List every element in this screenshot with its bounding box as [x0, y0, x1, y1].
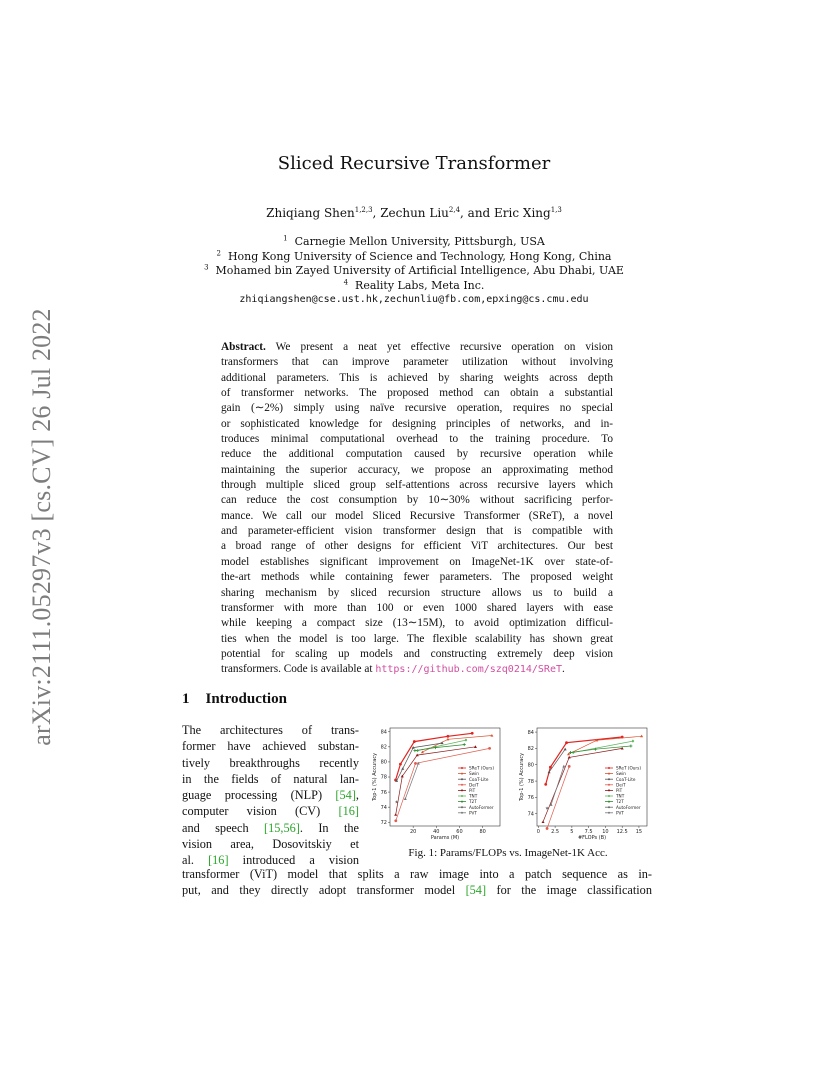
affiliation-mark: 3 [204, 263, 209, 272]
legend-label: CoaT-Lite [616, 776, 636, 782]
data-point [564, 748, 567, 751]
x-tick-label: 2.5 [551, 829, 560, 835]
legend-marker [461, 801, 463, 803]
data-point [546, 827, 549, 830]
intro-line: guage processing (NLP) [54], [182, 788, 359, 803]
affiliation [0, 279, 828, 292]
abstract-line: while keeping a compact size (13∼15M), to avoid optimization difficul- [221, 617, 613, 630]
abstract-line: of transformer networks. The proposed method can obtain a substantial [221, 387, 613, 400]
abstract-line: sharing mechanism by sliced recursion structure allows us to build a [221, 586, 613, 599]
intro-line: vision area, Dosovitskiy et [182, 837, 359, 852]
author-separator: , and [460, 206, 495, 220]
legend-label: CoaT-Lite [469, 776, 489, 782]
intro-line: al. [16] introduced a vision [182, 853, 359, 868]
data-point [401, 767, 404, 770]
y-tick-label: 76 [527, 795, 534, 802]
x-tick-label: 60 [456, 829, 463, 835]
legend-marker [608, 773, 610, 775]
data-point [413, 749, 416, 752]
author-affiliation-mark: 1,3 [550, 206, 562, 214]
author-list [0, 206, 828, 220]
abstract-line: can reduce the cost consumption by 10∼30% without sacrificing perfor- [221, 494, 613, 507]
legend-marker [608, 812, 610, 814]
affiliation-mark: 1 [283, 234, 288, 243]
legend-marker [461, 806, 463, 808]
legend-label: Swin [616, 771, 626, 777]
x-tick-label: 80 [479, 829, 486, 835]
legend-marker [608, 767, 610, 769]
citation-link[interactable]: [16] [338, 804, 359, 819]
data-point [413, 740, 416, 743]
affiliation-text: Mohamed bin Zayed University of Artificial Intelligence, Abu Dhabi, UAE [215, 264, 624, 277]
y-tick-label: 84 [527, 729, 534, 736]
legend-label: SReT (Ours) [469, 765, 494, 771]
legend-marker [461, 773, 463, 775]
data-point [414, 762, 417, 765]
data-point [394, 819, 397, 822]
legend-label: PiT [469, 788, 476, 793]
abstract-line: model establishes significant improvement on ImageNet-1K over state-of- [221, 555, 613, 568]
author-separator: , [372, 206, 381, 220]
x-tick-label: 15 [635, 829, 643, 835]
data-point [394, 813, 397, 816]
data-point [474, 745, 477, 748]
abstract-line: a broad range of other designs for efficient ViT architectures. Our best [221, 540, 613, 553]
abstract [221, 340, 613, 678]
arxiv-sidebar [24, 292, 60, 762]
abstract-line: mance. We call our model Sliced Recursive Transformer (SReT), a novel [221, 509, 613, 522]
legend-label: PVT [616, 810, 624, 816]
legend-marker [608, 806, 610, 808]
abstract-line: potential for scaling up models and constructing extremely deep vision [221, 647, 613, 660]
abstract-line: through multiple sliced group self-attentions across recursive layers which [221, 479, 613, 492]
abstract-label: Abstract. [221, 341, 266, 353]
legend-marker [608, 801, 610, 803]
abstract-line: Abstract. We present a neat yet effective recursive operation on vision [221, 341, 613, 353]
y-tick-label: 78 [527, 778, 534, 785]
author-affiliation-mark: 1,2,3 [354, 206, 373, 214]
abstract-line: and parameter-efficient vision transformer design that is compatible with [221, 525, 613, 538]
abstract-line: maintaining the superior accuracy, we propose an approximating method [221, 463, 613, 476]
series-line [547, 766, 569, 828]
abstract-line: ties when the model is too large. The flexible scalability has shown great [221, 632, 613, 645]
series-line [396, 747, 476, 815]
affiliation [0, 250, 828, 263]
author-name: Zhiqiang Shen [266, 206, 355, 220]
y-axis-label: Top-1 (%) Accuracy [519, 752, 525, 802]
affiliation [0, 264, 828, 277]
x-axis-label: #FLOPs (B) [577, 835, 607, 841]
data-point [465, 738, 468, 741]
legend-label: Swin [469, 771, 479, 777]
intro-paragraph-left [182, 722, 359, 869]
y-tick-label: 82 [527, 746, 534, 753]
y-tick-label: 74 [380, 804, 387, 811]
citation-link[interactable]: [54] [335, 788, 356, 803]
legend-marker [461, 767, 463, 769]
affiliation-mark: 2 [216, 249, 221, 258]
abstract-line: transformers. Code is available at https://github.com/szq0214/SReT. [221, 663, 565, 676]
affiliation-text: Hong Kong University of Science and Technology, Hong Kong, China [227, 250, 612, 263]
legend-marker [461, 789, 463, 791]
legend-label: SReT (Ours) [616, 765, 641, 771]
abstract-line: reduce the additional computation caused by recursive operation while [221, 448, 613, 461]
intro-line: computer vision (CV) [16] [182, 804, 359, 819]
figure-caption: Fig. 1: Params/FLOPs vs. ImageNet-1K Acc. [408, 847, 608, 859]
legend-marker [608, 784, 610, 786]
data-point [399, 763, 402, 766]
legend-label: T2T [616, 799, 624, 805]
intro-line: tively breakthroughs recently [182, 755, 359, 770]
data-point [640, 735, 643, 738]
data-point [544, 783, 547, 786]
affiliation-text: Carnegie Mellon University, Pittsburgh, USA [294, 235, 545, 248]
legend-marker [461, 778, 463, 780]
x-axis-label: Params (M) [430, 835, 460, 841]
data-point [568, 765, 571, 768]
x-tick-label: 10 [602, 829, 609, 835]
affiliation-text: Reality Labs, Meta Inc. [355, 279, 485, 292]
figure-1-plots [362, 724, 654, 846]
legend-label: DeiT [616, 782, 626, 788]
x-tick-label: 7.5 [584, 829, 593, 835]
legend-label: TNT [616, 793, 625, 799]
section-title: Introduction [205, 691, 287, 707]
author-emails[interactable]: zhiqiangshen@cse.ust.hk,zechunliu@fb.com,epxing@cs.cmu.edu [239, 294, 589, 305]
y-tick-label: 80 [380, 759, 387, 766]
x-tick-label: 0 [536, 829, 540, 835]
y-tick-label: 84 [380, 729, 387, 736]
data-point [404, 797, 407, 800]
legend-label: AutoFormer [469, 804, 494, 810]
y-axis-label: Top-1 (%) Accuracy [372, 752, 378, 802]
affiliation [0, 235, 828, 248]
legend-marker [461, 784, 463, 786]
y-tick-label: 74 [527, 811, 534, 818]
legend-label: AutoFormer [616, 804, 641, 810]
paper-title: Sliced Recursive Transformer [277, 153, 551, 174]
abstract-line: the-art methods while containing fewer parameters. The proposed weight [221, 571, 613, 584]
y-tick-label: 80 [527, 762, 534, 769]
data-point [542, 820, 545, 823]
intro-line: and speech [15,56]. In the [182, 820, 359, 835]
legend-label: PVT [469, 810, 477, 816]
citation-link[interactable]: [54] [465, 883, 487, 898]
legend-label: T2T [469, 799, 477, 805]
y-tick-label: 78 [380, 774, 387, 781]
y-tick-label: 72 [380, 819, 387, 826]
legend-label: DeiT [469, 782, 479, 788]
legend-marker [461, 812, 463, 814]
abstract-line: transformer with more than 100 or even 1000 shared layers with ease [221, 601, 613, 614]
legend-label: PiT [616, 788, 623, 793]
x-tick-label: 40 [433, 829, 440, 835]
intro-line: The architectures of trans- [182, 723, 359, 737]
arxiv-identifier: arXiv:2111.05297v3 [cs.CV] 26 Jul 2022 [27, 308, 56, 746]
series-line [396, 733, 473, 780]
abstract-line: transformers that can improve parameter utilization without involving [221, 356, 613, 369]
data-point [471, 732, 474, 735]
x-tick-label: 5 [570, 829, 574, 835]
citation-link[interactable]: [16] [208, 853, 229, 868]
author-affiliation-mark: 2,4 [448, 206, 461, 214]
y-tick-label: 82 [380, 744, 387, 751]
legend-marker [608, 789, 610, 791]
intro-line: former have achieved substan- [182, 739, 359, 754]
abstract-line: troduces minimal computational overhead to the training procedure. To [221, 433, 613, 446]
section-heading [182, 691, 287, 708]
abstract-line: or sophisticated knowledge for designing principles of networks, and in- [221, 417, 613, 430]
intro-line: put, and they directly adopt transformer model [54] for the image classification [182, 883, 652, 898]
data-point [446, 735, 449, 738]
y-tick-label: 76 [380, 789, 387, 796]
citation-link[interactable]: [15,56] [264, 820, 300, 835]
code-link[interactable]: https://github.com/szq0214/SReT [375, 664, 562, 676]
data-point [549, 766, 552, 769]
legend-marker [461, 795, 463, 797]
x-tick-label: 20 [409, 829, 417, 835]
author-name: Zechun Liu [380, 206, 449, 220]
affiliation-mark: 4 [343, 278, 349, 287]
section-number: 1 [182, 691, 190, 707]
x-tick-label: 12.5 [616, 829, 628, 835]
author-name: Eric Xing [494, 206, 551, 220]
figure-1 [362, 724, 654, 846]
abstract-line: gain (∼2%) simply using naïve recursive operation, requires no special [221, 402, 613, 415]
abstract-line: additional parameters. This is achieved by sharing weights across depth [221, 371, 613, 384]
intro-paragraph-full [182, 866, 652, 899]
data-point [562, 765, 565, 768]
intro-line: transformer (ViT) model that splits a raw image into a patch sequence as in- [182, 867, 652, 881]
data-point [565, 741, 568, 744]
legend-marker [608, 795, 610, 797]
data-point [488, 747, 491, 750]
data-point [629, 744, 632, 747]
intro-line: in the fields of natural lan- [182, 771, 359, 786]
data-point [632, 739, 635, 742]
legend-label: TNT [469, 793, 478, 799]
data-point [463, 743, 466, 746]
legend-marker [608, 778, 610, 780]
